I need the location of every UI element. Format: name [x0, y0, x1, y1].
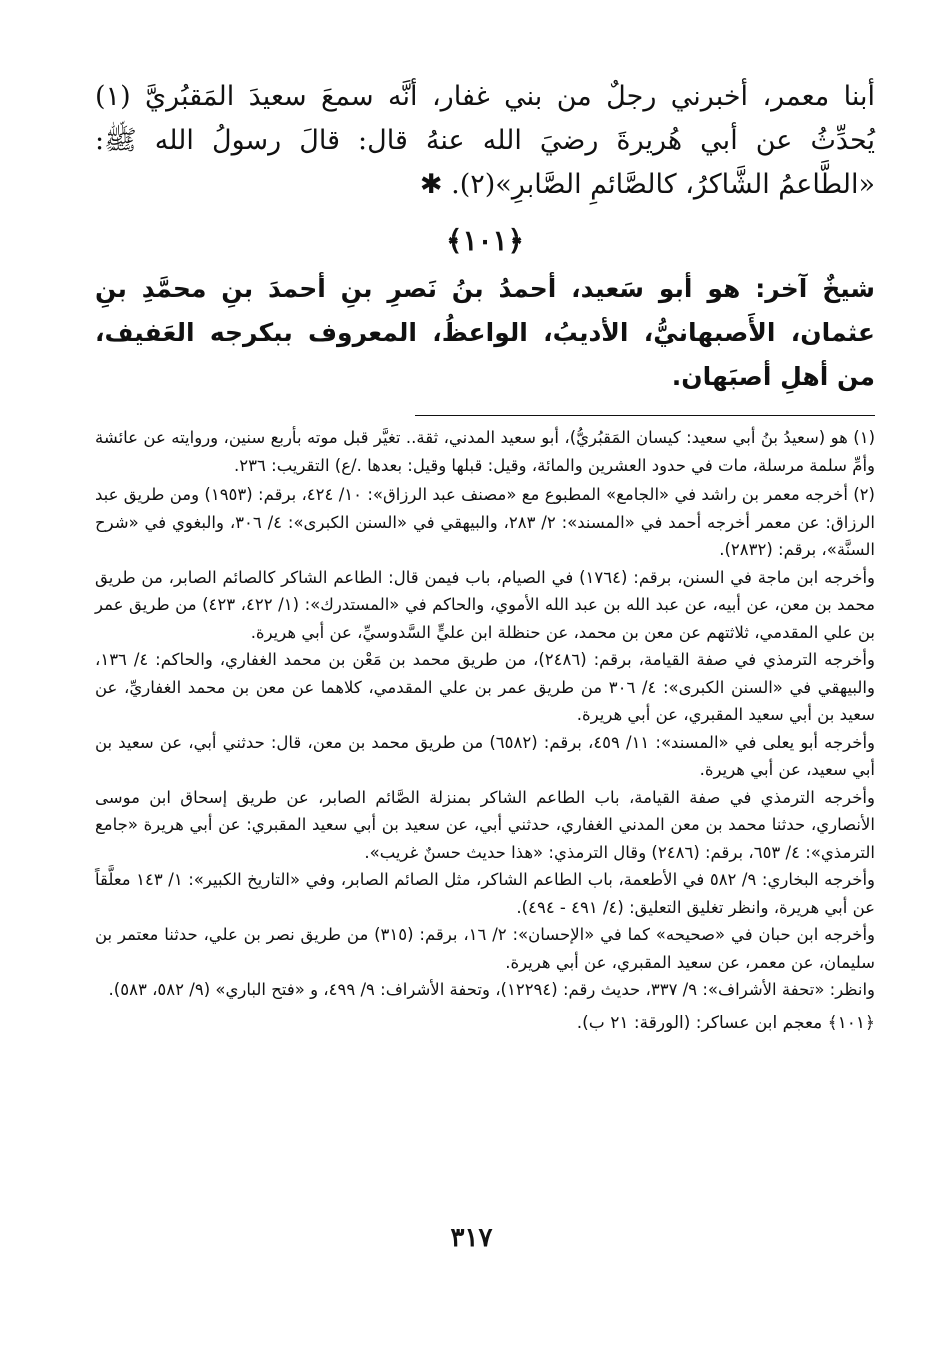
page-number: ٣١٧	[450, 1223, 493, 1253]
main-text: أبنا معمر، أخبرني رجلٌ من بني غفار، أنَّه سمعَ سعيدَ المَقبُريَّ (١) يُحدِّثُ عن أبي هُريرةَ رضيَ الله عنهُ قال: قالَ رسولُ الله ﷺ: «الطَّاعمُ الشَّاكرُ، كالصَّائمِ الصَّابرِ»(٢). ✱	[95, 81, 875, 200]
footnote-1	[95, 424, 875, 479]
footnote-paragraph: وأخرجه الترمذي في صفة القيامة، برقم: (٢٤٨٦)، من طريق محمد بن مَعْن بن محمد الغفاري، والحاكم: ٤/ ١٣٦، والبيهقي في «السنن الكبرى»: ٤/ ٣٠٦ من طريق عمر بن علي المقدمي، كلاهما عن معن بن محمد الغفاريِّ، عن سعيد بن أبي سعيد المقبري، عن أبي هريرة.	[95, 650, 875, 724]
footnote-divider	[415, 415, 875, 416]
source-reference: ﴿١٠١﴾ معجم ابن عساكر: (الورقة: ٢١ ب).	[576, 1012, 875, 1033]
footnote-paragraph: وأخرجه البخاري: ٩/ ٥٨٢ في الأطعمة، باب الطاعم الشاكر، مثل الصائم الصابر، وفي «التاريخ الكبير»: ١/ ١٤٣ معلَّقاً عن أبي هريرة، وانظر تغليق التعليق: (٤/ ٤٩١ - ٤٩٤).	[95, 870, 876, 917]
footnotes	[95, 424, 875, 1004]
entry-number-marker: ﴿١٠١﴾	[446, 224, 524, 257]
footnote-paragraph: (١) هو (سعيدُ بنُ أبي سعيد: كيسان المَقبُريُّ)، أبو سعيد المدني، ثقة.. تغيَّر قبل موته بأربع سنين، وروايته عن عائشة وأمِّ سلمة مرسلة، مات في حدود العشرين والمائة، وقيل: قبلها وقيل: بعدها ./ع) التقريب: ٢٣٦.	[95, 428, 875, 475]
footnote-paragraph: وأخرجه الترمذي في صفة القيامة، باب الطاعم الشاكر بمنزلة الصَّائم الصابر، عن طريق إسحاق ابن موسى الأنصاري، حدثنا محمد بن معن المدني الغفاري، حدثني أبي، عن سعيد بن أبي سعيد المقبري: عن أبي هريرة «جامع الترمذي»: ٤/ ٦٥٣، برقم: (٢٤٨٦) وقال الترمذي: «هذا حديث حسنٌ غريب».	[95, 787, 875, 862]
footnote-2	[95, 481, 875, 1004]
entry-title: شيخٌ آخر: هو أبو سَعيد، أحمدُ بنُ نَصرِ بنِ أحمدَ بنِ محمَّدِ بنِ عثمان، الأَصبهانيُّ، الأديبُ، الواعظُ، المعروف ببكرجه العَفيف، من أهلِ أصبَهان.	[95, 274, 875, 391]
footnote-paragraph: وأخرجه أبو يعلى في «المسند»: ١١/ ٤٥٩، برقم: (٦٥٨٢) من طريق محمد بن معن، قال: حدثني أبي، عن سعيد بن أبي سعيد، عن أبي هريرة.	[95, 732, 875, 779]
page-content	[95, 75, 875, 1038]
footnote-paragraph: وانظر: «تحفة الأشراف»: ٩/ ٣٣٧، حديث رقم: (١٢٢٩٤)، وتحفة الأشراف: ٩/ ٤٩٩، و «فتح الباري» (٩/ ٥٨٢، ٥٨٣).	[108, 980, 875, 999]
footnote-paragraph: وأخرجه ابن حبان في «صحيحه» كما في «الإحسان»: ٢/ ١٦، برقم: (٣١٥) من طريق نصر بن علي، حدثنا معتمر بن سليمان، عن معمر، عن سعيد المقبري، عن أبي هريرة.	[95, 925, 876, 972]
footnote-paragraph: (٢) أخرجه معمر بن راشد في «الجامع» المطبوع مع «مصنف عبد الرزاق»: ١٠/ ٤٢٤، برقم: (١٩٥٣) ومن طريق عبد الرزاق: عن معمر أخرجه أحمد في «المسند»: ٢/ ٢٨٣، والبيهقي في «السنن الكبرى»: ٤/ ٣٠٦، والبغوي في «شرح السنَّة»، برقم: (٢٨٣٢).	[95, 485, 875, 559]
footnote-paragraph: وأخرجه ابن ماجة في السنن، برقم: (١٧٦٤) في الصيام، باب فيمن قال: الطاعم الشاكر كالصائم الصابر، من طريق محمد بن معن، عن أبيه، عن عبد الله بن عبد الله الأموي، والحاكم في «المستدرك»: (١/ ٤٢٢، ٤٢٣) من طريق عمر بن علي المقدمي، ثلاثتهم عن معن بن محمد، عن حنظلة ابن عليٍّ السَّدوسيِّ، عن أبي هريرة.	[95, 567, 876, 642]
